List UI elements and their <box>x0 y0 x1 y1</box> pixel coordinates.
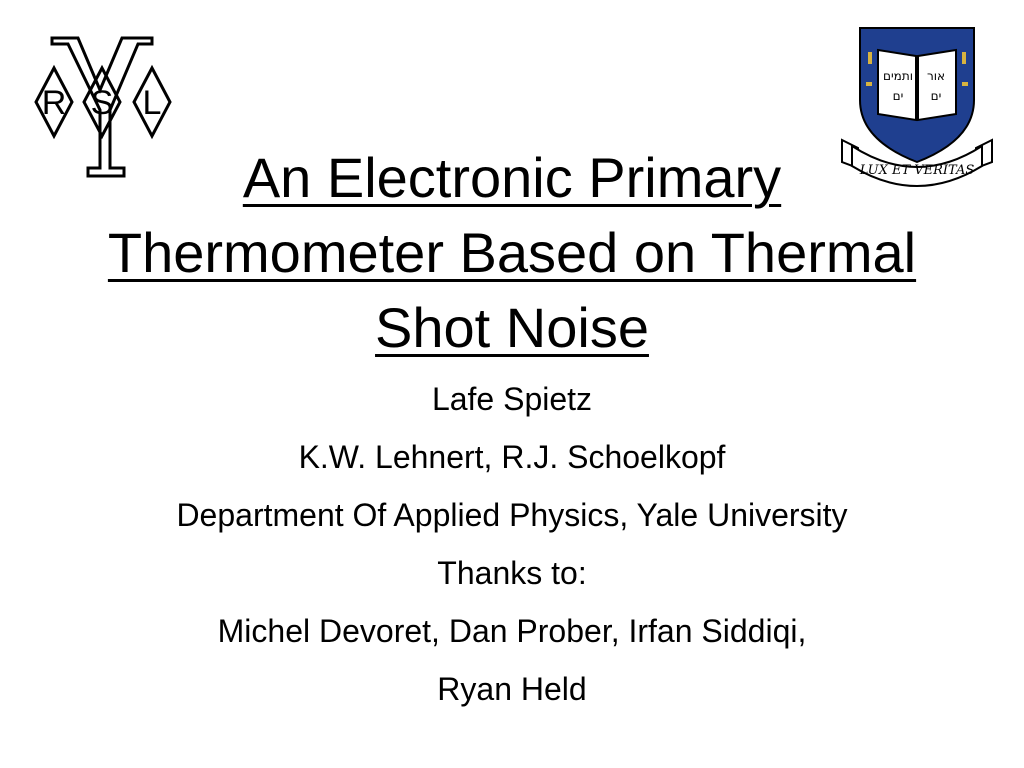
svg-text:אור: אור <box>926 69 946 83</box>
title-line-1: An Electronic Primary <box>242 146 782 209</box>
slide-body <box>40 370 984 718</box>
thanks-names-line-2: Ryan Held <box>437 671 587 707</box>
book-left-text-1: ותמים <box>883 69 913 83</box>
slide-title <box>40 140 984 365</box>
affiliation: Department Of Applied Physics, Yale University <box>176 497 848 533</box>
coauthors: K.W. Lehnert, R.J. Schoelkopf <box>298 439 726 475</box>
svg-text:ים: ים <box>892 89 904 103</box>
logo-letter-l: L <box>142 84 162 122</box>
title-line-3: Shot Noise <box>375 296 649 359</box>
thanks-heading: Thanks to: <box>437 555 587 591</box>
thanks-names-line-1: Michel Devoret, Dan Prober, Irfan Siddiqi, <box>217 613 807 649</box>
title-line-2: Thermometer Based on Thermal <box>107 221 917 284</box>
crest-motto: LUX ET VERITAS <box>859 163 975 178</box>
logo-letter-s: S <box>90 84 114 122</box>
svg-text:ים: ים <box>930 89 942 103</box>
logo-letter-r: R <box>41 84 67 122</box>
author-name: Lafe Spietz <box>431 381 593 417</box>
